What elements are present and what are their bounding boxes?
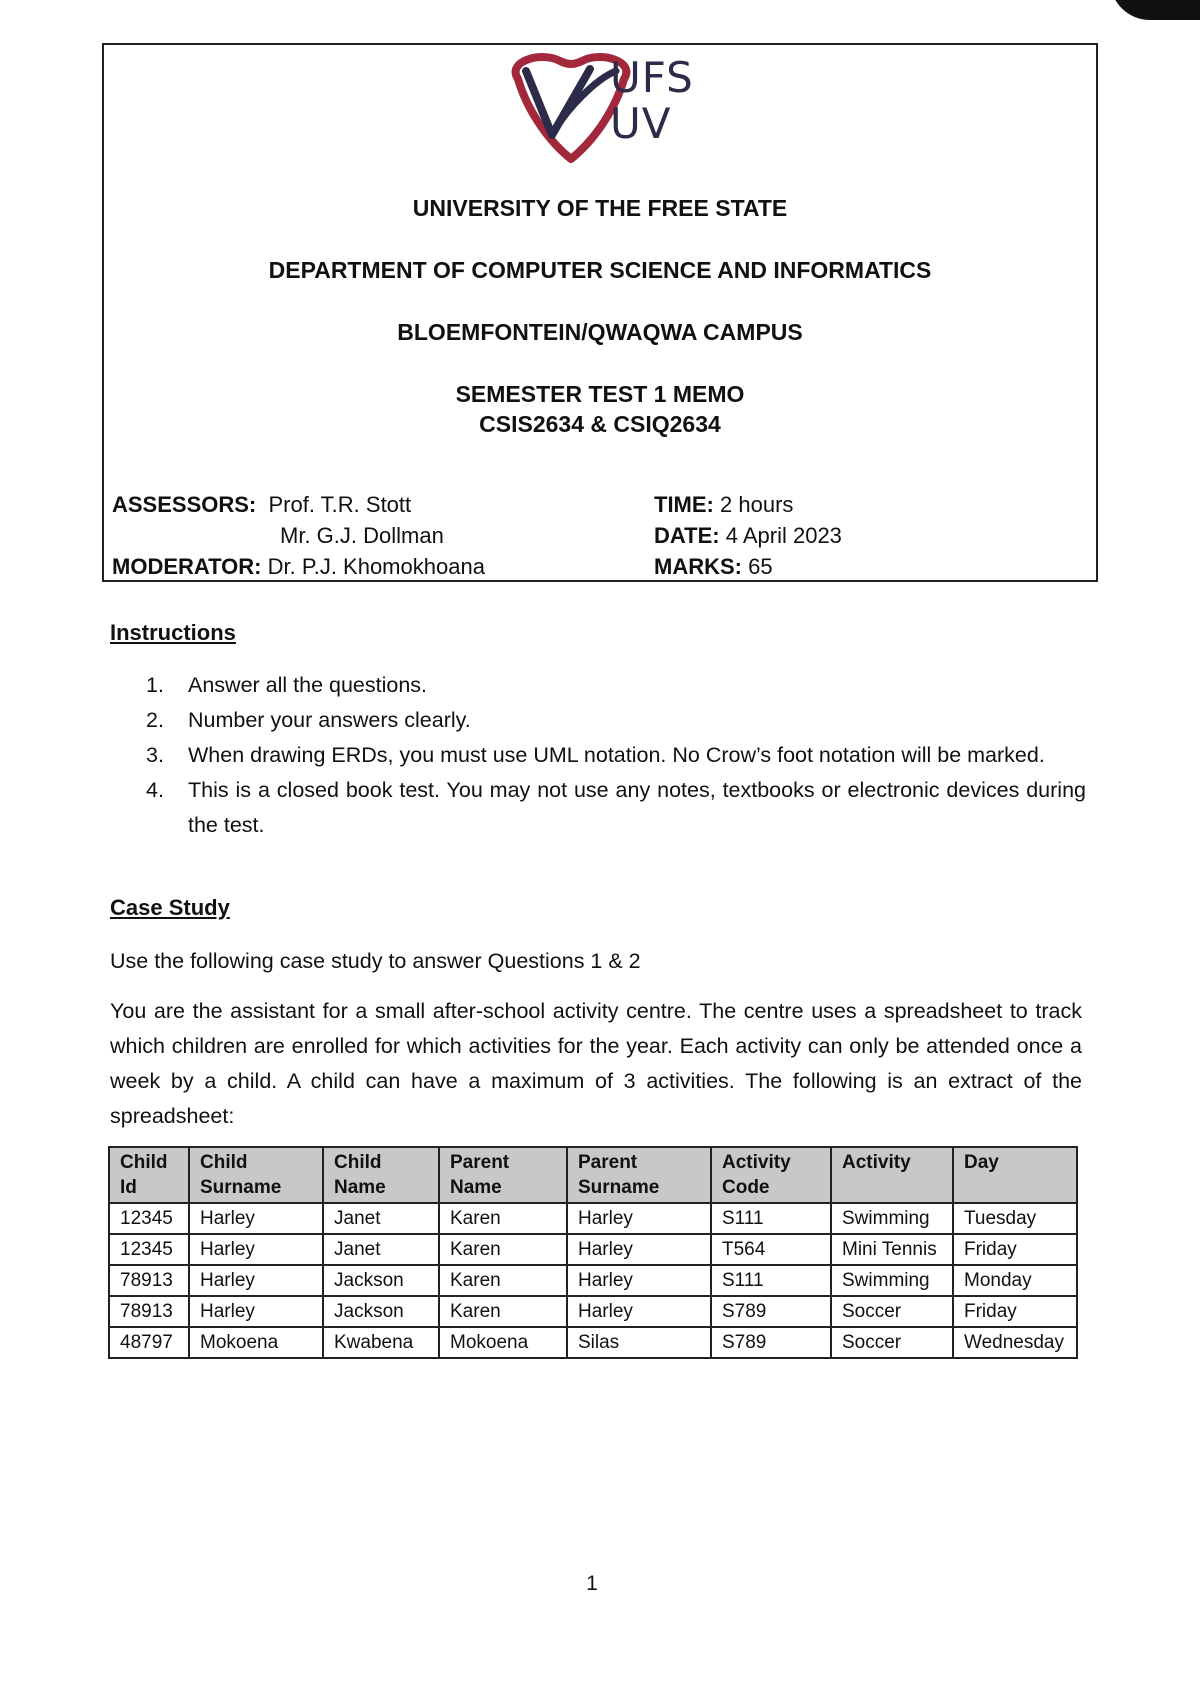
assessors-label: ASSESSORS: [112, 492, 257, 517]
col-activity: Activity [831, 1147, 953, 1203]
department-name: DEPARTMENT OF COMPUTER SCIENCE AND INFORMATICS [268, 257, 932, 283]
case-study-title: Case Study [110, 895, 230, 920]
course-codes: CSIS2634 & CSIQ2634 [479, 411, 721, 437]
logo-wordmark [610, 55, 694, 147]
assessor-1: Prof. T.R. Stott [268, 492, 412, 517]
time-label: TIME: [654, 492, 714, 517]
assessors-block [112, 489, 485, 582]
col-child-surname: Child Surname [189, 1147, 323, 1203]
col-activity-code: Activity Code [711, 1147, 831, 1203]
col-parent-name: Parent Name [439, 1147, 567, 1203]
list-item: 1. Answer all the questions. [146, 673, 428, 697]
spreadsheet-extract-table [108, 1146, 1078, 1359]
instructions-list [146, 668, 1086, 843]
moderator-name: Dr. P.J. Khomokhoana [267, 554, 485, 579]
test-title: SEMESTER TEST 1 MEMO [455, 381, 745, 407]
col-parent-surname: Parent Surname [567, 1147, 711, 1203]
table-row: 48797 Mokoena Kwabena Mokoena Silas S789 Soccer Wednesday [109, 1327, 1077, 1358]
list-item: 2. Number your answers clearly. [146, 708, 471, 732]
instructions-title: Instructions [110, 620, 236, 645]
assessor-2: Mr. G.J. Dollman [280, 523, 444, 548]
case-study-body: You are the assistant for a small after-school activity centre. The centre uses a spreadsheet to track which children are enrolled for which activities for the year. Each activity can only be attended once a week by a child. A child can have a maximum of 3 activities. The following is an extract of the spreadsheet: [110, 999, 1082, 1128]
table-row: 12345 Harley Janet Karen Harley S111 Swimming Tuesday [109, 1203, 1077, 1234]
page-corner-shadow [1110, 0, 1200, 20]
exam-details-block [654, 489, 842, 582]
university-name: UNIVERSITY OF THE FREE STATE [412, 195, 788, 221]
logo-text-ufs: UFS [610, 53, 694, 102]
table-header-row [109, 1147, 1077, 1203]
date-label: DATE: [654, 523, 720, 548]
list-item: 4. This is a closed book test. You may not use any notes, textbooks or electronic devices during the test. [146, 778, 1086, 837]
moderator-label: MODERATOR: [112, 554, 262, 579]
list-item: 3. When drawing ERDs, you must use UML notation. No Crow’s foot notation will be marked. [146, 743, 1045, 767]
logo-text-uv: UV [610, 99, 672, 148]
time-value: 2 hours [720, 492, 794, 517]
case-study-intro: Use the following case study to answer Questions 1 & 2 [110, 949, 641, 973]
table-row: 12345 Harley Janet Karen Harley T564 Mini Tennis Friday [109, 1234, 1077, 1265]
col-child-id: Child Id [109, 1147, 189, 1203]
cover-header-box [102, 43, 1098, 582]
marks-value: 65 [748, 554, 773, 579]
col-day: Day [953, 1147, 1077, 1203]
table-row: 78913 Harley Jackson Karen Harley S111 Swimming Monday [109, 1265, 1077, 1296]
page-number: 1 [586, 1572, 598, 1595]
campus-name: BLOEMFONTEIN/QWAQWA CAMPUS [397, 319, 803, 345]
table-row: 78913 Harley Jackson Karen Harley S789 Soccer Friday [109, 1296, 1077, 1327]
date-value: 4 April 2023 [725, 523, 842, 548]
marks-label: MARKS: [654, 554, 742, 579]
col-child-name: Child Name [323, 1147, 439, 1203]
